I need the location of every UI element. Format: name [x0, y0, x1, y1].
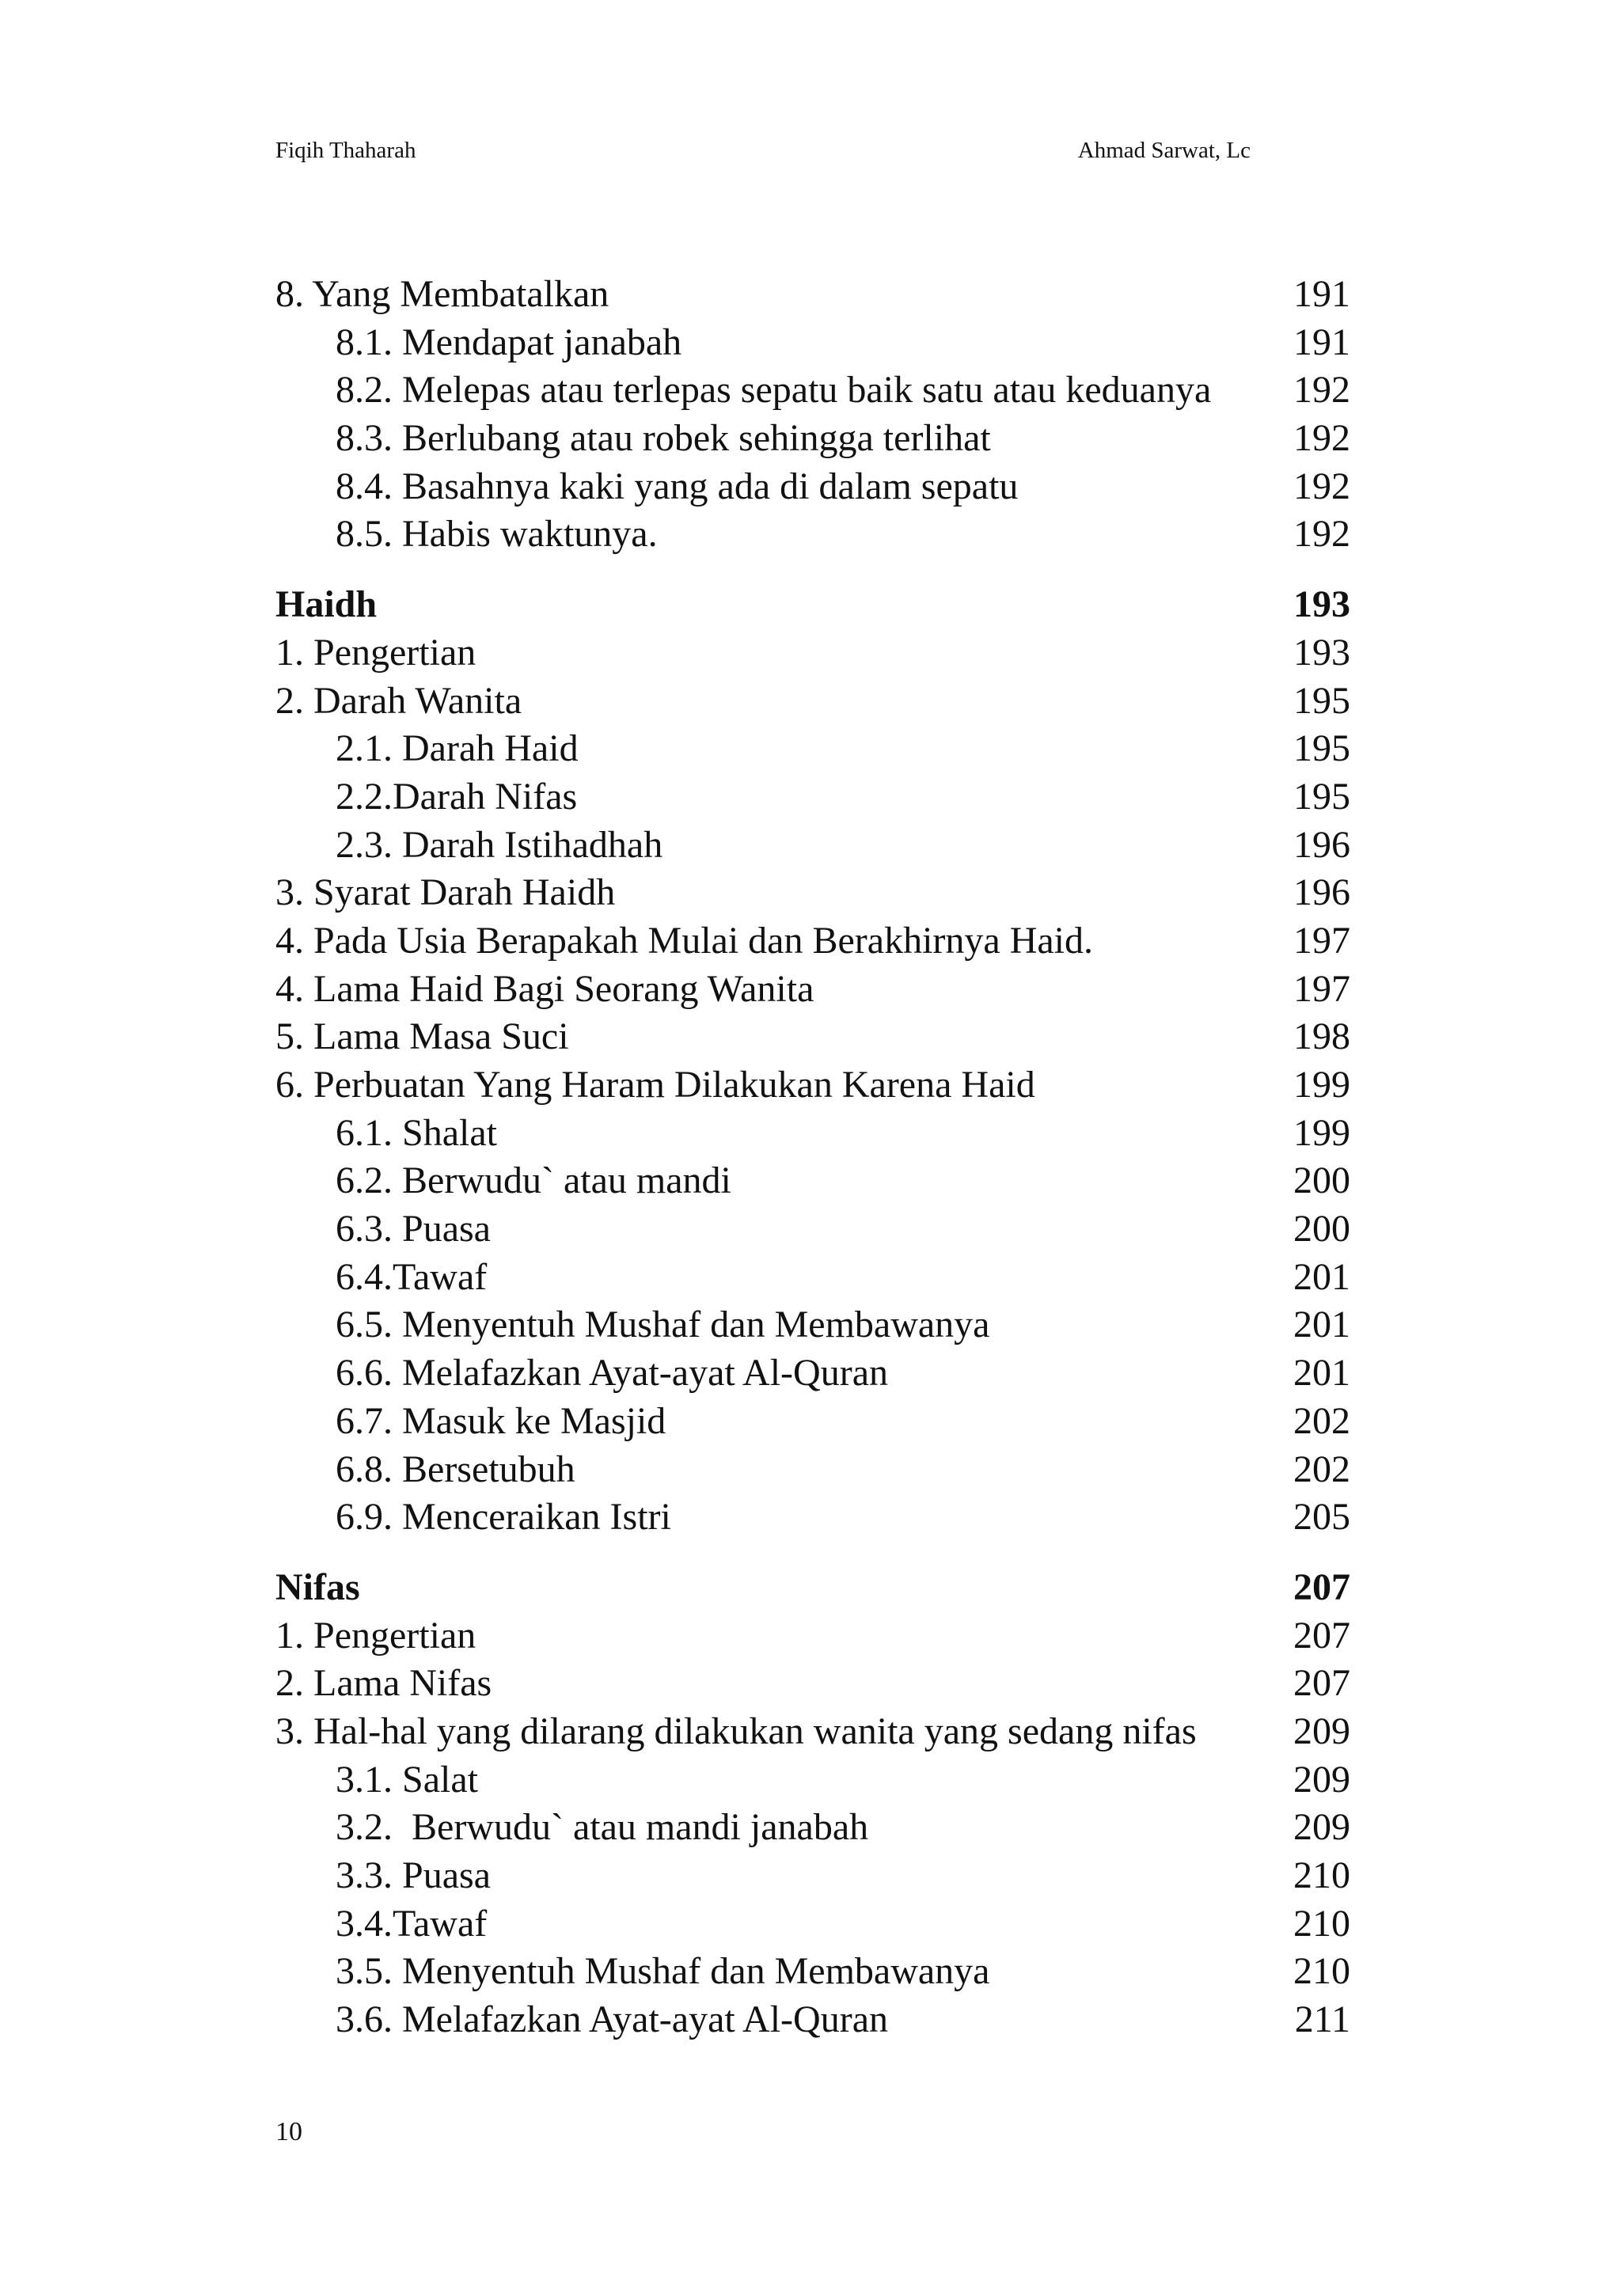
toc-entry-title: 4. Lama Haid Bagi Seorang Wanita	[275, 967, 814, 1010]
toc-section	[275, 1564, 1350, 2044]
toc-entry-page: 201	[1293, 1304, 1350, 1346]
toc-entry-page: 195	[1293, 679, 1350, 722]
toc-entry[interactable]	[275, 1349, 1350, 1398]
toc-entry-title: Nifas	[275, 1565, 360, 1608]
toc-entry-title: 6. Perbuatan Yang Haram Dilakukan Karena Haid	[275, 1064, 1035, 1106]
toc-entry-page: 210	[1293, 1902, 1350, 1945]
toc-entry[interactable]	[275, 1708, 1350, 1756]
toc-entry-page: 210	[1293, 1854, 1350, 1896]
toc-entry[interactable]	[275, 415, 1350, 463]
toc-entry[interactable]	[275, 629, 1350, 677]
toc-entry-page: 209	[1293, 1758, 1350, 1801]
toc-entry[interactable]	[275, 677, 1350, 726]
toc-entry-page: 199	[1293, 1111, 1350, 1154]
toc-entry-title: 8.4. Basahnya kaki yang ada di dalam sepatu	[336, 465, 1019, 507]
toc-entry-page: 207	[1293, 1565, 1350, 1608]
toc-entry-page: 211	[1294, 1998, 1350, 2041]
toc-entry-page: 191	[1293, 273, 1350, 315]
toc-entry-page: 207	[1293, 1662, 1350, 1705]
toc-entry[interactable]	[275, 1756, 1350, 1805]
toc-entry-title: 6.6. Melafazkan Ayat-ayat Al-Quran	[336, 1352, 888, 1395]
toc-entry[interactable]	[275, 917, 1350, 966]
toc-entry-title: 6.2. Berwudu` atau mandi	[336, 1159, 731, 1202]
header-book-title: Fiqih Thaharah	[275, 138, 416, 163]
toc-entry-page: 209	[1293, 1806, 1350, 1849]
toc-entry-title: 8. Yang Membatalkan	[275, 273, 609, 315]
toc-entry-title: 3.2. Berwudu` atau mandi janabah	[336, 1806, 869, 1849]
toc-entry-page: 198	[1293, 1015, 1350, 1058]
toc-entry-title: 3.3. Puasa	[336, 1854, 491, 1896]
toc-entry[interactable]	[275, 366, 1350, 415]
toc-entry-page: 200	[1293, 1208, 1350, 1250]
toc-entry-title: 1. Pengertian	[275, 631, 476, 674]
toc-entry-title: 5. Lama Masa Suci	[275, 1015, 569, 1058]
toc-entry-page: 192	[1293, 417, 1350, 460]
toc-entry[interactable]	[275, 1157, 1350, 1205]
toc-entry-page: 209	[1293, 1710, 1350, 1752]
toc-entry-page: 195	[1293, 727, 1350, 770]
toc-entry[interactable]	[275, 773, 1350, 822]
toc-entry[interactable]	[275, 1205, 1350, 1254]
toc-entry[interactable]	[275, 1900, 1350, 1949]
toc-entry-title: 3.5. Menyentuh Mushaf dan Membawanya	[336, 1950, 990, 1993]
toc-entry[interactable]	[275, 1254, 1350, 1302]
toc-entry-title: 3.4.Tawaf	[336, 1902, 488, 1945]
toc-entry-title: 8.2. Melepas atau terlepas sepatu baik satu atau keduanya	[336, 369, 1212, 412]
toc-entry-title: 3.6. Melafazkan Ayat-ayat Al-Quran	[336, 1998, 888, 2041]
toc-entry-title: 6.7. Masuk ke Masjid	[336, 1399, 666, 1442]
toc-entry[interactable]	[275, 463, 1350, 511]
toc-entry-page: 197	[1293, 919, 1350, 962]
toc-entry-title: 8.5. Habis waktunya.	[336, 513, 658, 556]
toc-entry-title: 6.9. Menceraikan Istri	[336, 1496, 671, 1539]
toc-entry-page: 193	[1293, 583, 1350, 626]
toc-entry-title: 3. Syarat Darah Haidh	[275, 871, 616, 914]
toc-entry[interactable]	[275, 319, 1350, 367]
toc-entry-page: 193	[1293, 631, 1350, 674]
toc-entry-page: 191	[1293, 321, 1350, 363]
toc-entry-title: 6.8. Bersetubuh	[336, 1448, 575, 1490]
toc-entry-title: 6.1. Shalat	[336, 1111, 497, 1154]
toc-entry[interactable]	[275, 822, 1350, 870]
header-author: Ahmad Sarwat, Lc	[1077, 138, 1251, 163]
toc-entry[interactable]	[275, 1612, 1350, 1660]
toc-entry-title: 4. Pada Usia Berapakah Mulai dan Berakhirnya Haid.	[275, 919, 1094, 962]
toc-entry[interactable]	[275, 1061, 1350, 1110]
toc-entry-title: 2. Lama Nifas	[275, 1662, 492, 1705]
toc-entry[interactable]	[275, 1493, 1350, 1542]
toc-entry-title: 1. Pengertian	[275, 1614, 476, 1657]
toc-entry-title: 2.2.Darah Nifas	[336, 775, 578, 818]
toc-entry-page: 197	[1293, 967, 1350, 1010]
toc-entry[interactable]	[275, 1301, 1350, 1349]
toc-entry-page: 202	[1293, 1399, 1350, 1442]
toc-entry-title: 2.1. Darah Haid	[336, 727, 579, 770]
toc-entry-title: 3.1. Salat	[336, 1758, 478, 1801]
toc-entry[interactable]	[275, 1660, 1350, 1708]
toc-chapter-heading[interactable]	[275, 1564, 1350, 1612]
toc-entry-page: 207	[1293, 1614, 1350, 1657]
toc-entry-page: 192	[1293, 465, 1350, 507]
toc-entry-page: 210	[1293, 1950, 1350, 1993]
toc-entry-page: 196	[1293, 823, 1350, 866]
toc-entry-page: 201	[1293, 1255, 1350, 1298]
toc-entry[interactable]	[275, 510, 1350, 559]
toc-entry-page: 196	[1293, 871, 1350, 914]
toc-entry-page: 202	[1293, 1448, 1350, 1490]
toc-entry-title: 2.3. Darah Istihadhah	[336, 823, 663, 866]
toc-entry-title: 8.1. Mendapat janabah	[336, 321, 682, 363]
running-header	[275, 136, 1251, 165]
page-number: 10	[275, 2117, 302, 2146]
toc-entry[interactable]	[275, 1013, 1350, 1061]
toc-entry-title: Haidh	[275, 583, 378, 626]
toc-entry-title: 6.4.Tawaf	[336, 1255, 488, 1298]
toc-entry-page: 201	[1293, 1352, 1350, 1395]
toc-section	[275, 581, 1350, 1542]
toc-entry-title: 6.3. Puasa	[336, 1208, 491, 1250]
toc-entry-title: 3. Hal-hal yang dilarang dilakukan wanita yang sedang nifas	[275, 1710, 1197, 1752]
toc-entry-page: 199	[1293, 1064, 1350, 1106]
toc-entry[interactable]	[275, 725, 1350, 773]
toc-entry-page: 192	[1293, 513, 1350, 556]
toc-entry-page: 200	[1293, 1159, 1350, 1202]
toc-entry[interactable]	[275, 1852, 1350, 1900]
table-of-contents	[275, 271, 1350, 2044]
toc-entry-page: 192	[1293, 369, 1350, 412]
toc-section	[275, 271, 1350, 559]
toc-entry-page: 195	[1293, 775, 1350, 818]
toc-entry-title: 8.3. Berlubang atau robek sehingga terlihat	[336, 417, 991, 460]
toc-entry[interactable]	[275, 1804, 1350, 1852]
toc-entry-title: 6.5. Menyentuh Mushaf dan Membawanya	[336, 1304, 990, 1346]
toc-entry[interactable]	[275, 869, 1350, 917]
toc-entry[interactable]	[275, 1110, 1350, 1158]
toc-entry[interactable]	[275, 966, 1350, 1014]
toc-entry[interactable]	[275, 271, 1350, 319]
toc-chapter-heading[interactable]	[275, 581, 1350, 629]
toc-entry-title: 2. Darah Wanita	[275, 679, 522, 722]
toc-entry[interactable]	[275, 1948, 1350, 1996]
toc-entry[interactable]	[275, 1398, 1350, 1446]
toc-entry[interactable]	[275, 1996, 1350, 2044]
toc-entry-page: 205	[1293, 1496, 1350, 1539]
toc-entry[interactable]	[275, 1446, 1350, 1494]
